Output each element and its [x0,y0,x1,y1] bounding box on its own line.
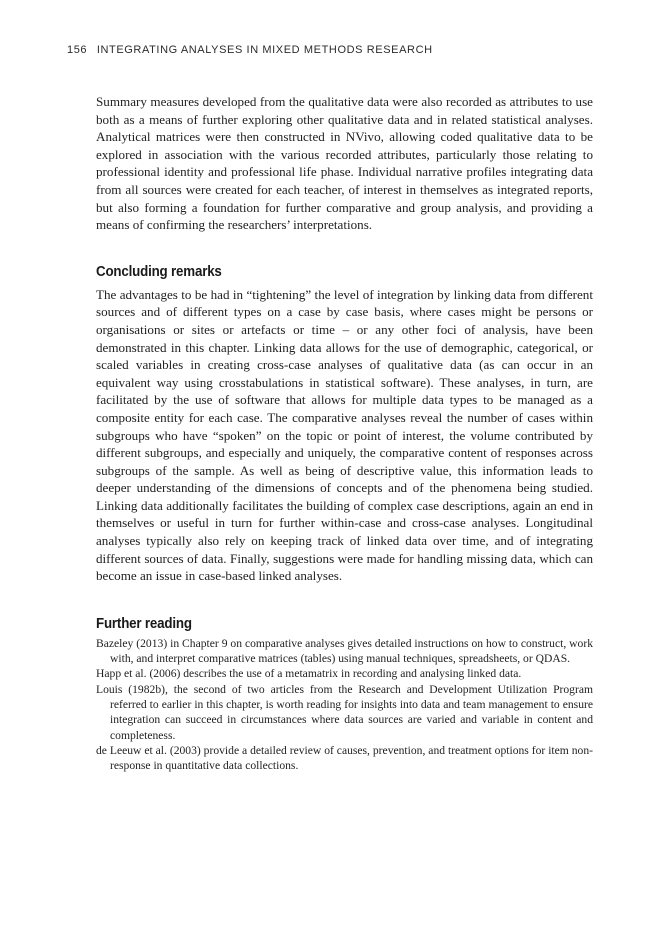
running-header [67,44,433,56]
concluding-remarks-paragraph: The advantages to be had in “tightening” the level of integration by linking data from different sources and of different types on a case by case basis, where cases might be persons or organisations or sites or artefacts or time – or any other foci of analysis, have been demonstrated in this chapter. Linking data allows for the use of demographic, categorical, or scaled variables in creating cross-case analyses of qualitative data (as can occur in an equivalent way using crosstabulations in statistical software). These analyses, in turn, are facilitated by the use of software that allows for multiple data types to be managed as a composite entity for each case. The comparative analyses reveal the number of cases within subgroups who have “spoken” on the topic or point of interest, the volume contributed by different subgroups, and especially and uniquely, the comparative content of responses across subgroups of the sample. As well as being of descriptive value, this information leads to deeper understanding of the dimensions of concepts and of the phenomena being studied. Linking data additionally facilitates the building of complex case descriptions, again an end in themselves or useful in turn for further within-case and cross-case analyses. Longitudinal analyses typically also rely on keeping track of linked data over time, and of integrating different sources of data. Finally, suggestions were made for handling missing data, which can become an issue in case-based linked analyses. [96,286,593,584]
further-reading-heading: Further reading [96,615,192,632]
intro-paragraph: Summary measures developed from the qualitative data were also recorded as attributes to use both as a means of further exploring other qualitative data and in related statistical analyses. Analytical matrices were then constructed in NVivo, allowing coded qualitative data to be explored in association with the various recorded attributes, particularly those relating to professional identity and professional life phase. Individual narrative profiles integrating data from all sources were created for each teacher, of interest in themselves as integrated reports, but also forming a foundation for further comparative and group analysis, and providing a means of confirming the researchers’ interpretations. [96,94,593,233]
reference-item: Bazeley (2013) in Chapter 9 on comparative analyses gives detailed instructions on how to construct, work with, and interpret comparative matrices (tables) using manual techniques, spreadsheets, or QDAS. [96,636,593,666]
concluding-remarks-heading: Concluding remarks [96,263,222,280]
reference-item: de Leeuw et al. (2003) provide a detailed review of causes, prevention, and treatment options for item non-response in quantitative data collections. [96,743,593,773]
running-title: INTEGRATING ANALYSES IN MIXED METHODS RESEARCH [96,44,433,56]
page-body [96,93,593,774]
reference-item: Louis (1982b), the second of two articles from the Research and Development Utilization Program referred to earlier in this chapter, is worth reading for insights into data and team management to ensure integration can succeed in circumstances where data sources are varied and variable in content and completeness. [96,682,593,742]
further-reading-list [96,636,593,774]
reference-item: Happ et al. (2006) describes the use of a metamatrix in recording and analysing linked data. [96,667,522,681]
page-number: 156 [67,44,88,56]
